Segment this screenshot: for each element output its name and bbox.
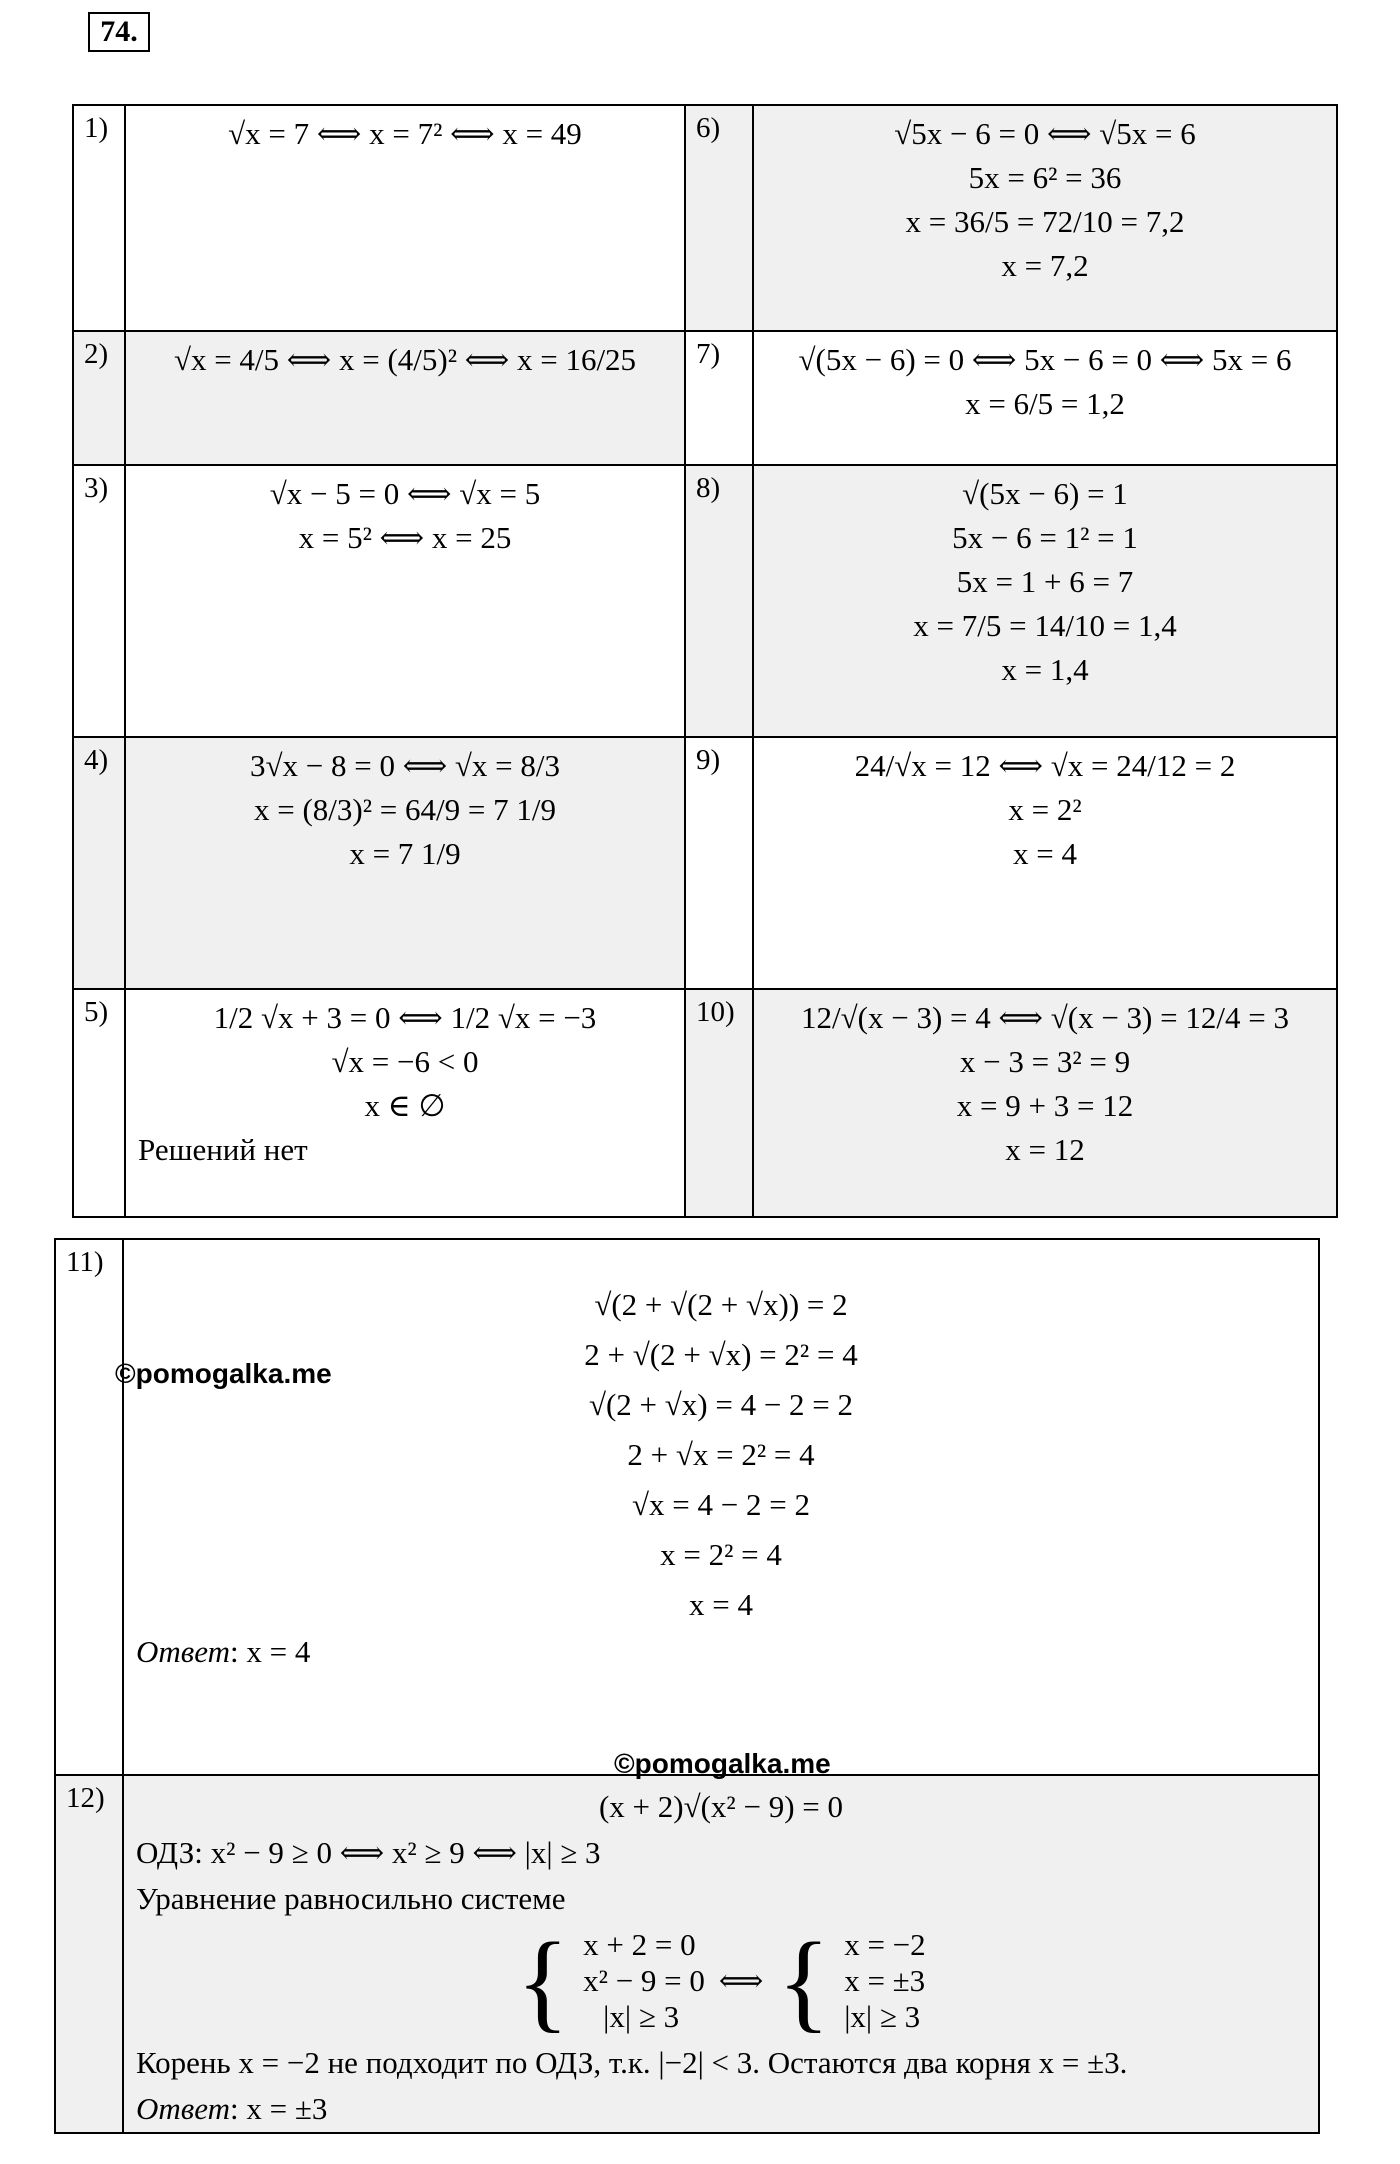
table-row: [73, 737, 1337, 989]
system-line: |x| ≥ 3: [844, 1999, 921, 2034]
solution-line: x = 7 1/9: [349, 836, 461, 871]
system-line: x = −2: [844, 1927, 926, 1962]
solution-cell: [125, 989, 685, 1217]
solution-line: √x = 4 − 2 = 2: [632, 1487, 810, 1522]
solution-cell: [125, 465, 685, 737]
solution-line: 3√x − 8 = 0 ⟺ √x = 8/3: [249, 748, 561, 783]
answer-label: Ответ: [136, 2091, 230, 2126]
solution-line: √5x − 6 = 0 ⟺ √5x = 6: [894, 116, 1196, 151]
item-number: 12): [55, 1775, 123, 2133]
equation: (x + 2)√(x² − 9) = 0: [598, 1789, 844, 1824]
solution-cell: [123, 1775, 1319, 2133]
solutions-table-11-12: [54, 1238, 1320, 2134]
solution-cell: [125, 737, 685, 989]
solution-line: √x = 4/5 ⟺ x = (4/5)² ⟺ x = 16/25: [173, 342, 637, 377]
equivalence-sign: ⟺: [718, 1963, 764, 1998]
solution-line: x ∈ ∅: [364, 1088, 446, 1123]
solution-line: 2 + √(2 + √x) = 2² = 4: [584, 1337, 858, 1372]
solution-cell: [753, 331, 1337, 465]
solution-cell: [123, 1239, 1319, 1775]
solution-line: √(5x − 6) = 0 ⟺ 5x − 6 = 0 ⟺ 5x = 6: [798, 342, 1292, 377]
solution-line: 5x − 6 = 1² = 1: [952, 520, 1138, 555]
system-line: x² − 9 = 0: [583, 1963, 705, 1998]
solution-line: 5x = 6² = 36: [968, 160, 1122, 195]
solution-line: x = 1,4: [1001, 652, 1089, 687]
solution-cell: [753, 737, 1337, 989]
item-number: 2): [73, 331, 125, 465]
system-line: x + 2 = 0: [583, 1927, 696, 1962]
item-number: 6): [685, 105, 753, 331]
item-number: 8): [685, 465, 753, 737]
item-number: 5): [73, 989, 125, 1217]
item-number: 10): [685, 989, 753, 1217]
solution-cell: [753, 105, 1337, 331]
solution-line: x = 6/5 = 1,2: [965, 386, 1125, 421]
solution-line: √(5x − 6) = 1: [962, 476, 1128, 511]
item-number: 9): [685, 737, 753, 989]
solution-line: √x = −6 < 0: [331, 1044, 479, 1079]
conclusion: Корень x = −2 не подходит по ОДЗ, т.к. |−2| < 3. Остаются два корня x = ±3.: [136, 2045, 1128, 2080]
row-12: [55, 1775, 1319, 2133]
system-intro: Уравнение равносильно системе: [136, 1881, 566, 1916]
task-number: 74.: [88, 12, 150, 52]
note: Решений нет: [138, 1132, 308, 1167]
solution-line: 2 + √x = 2² = 4: [627, 1437, 815, 1472]
table-row: [73, 989, 1337, 1217]
solution-line: √(2 + √(2 + √x)) = 2: [594, 1287, 848, 1322]
row-11: [55, 1239, 1319, 1775]
solution-line: x = 4: [1013, 836, 1077, 871]
watermark: ©pomogalka.me: [115, 1358, 332, 1389]
solution-line: x − 3 = 3² = 9: [959, 1044, 1131, 1079]
solution-line: x = 5² ⟺ x = 25: [298, 520, 512, 555]
solutions-table-1-10: [72, 104, 1338, 1218]
solution-line: x = 2² = 4: [660, 1537, 782, 1572]
answer-value: : x = 4: [229, 1634, 311, 1669]
solution-cell: [753, 465, 1337, 737]
solution-line: √(2 + √x) = 4 − 2 = 2: [588, 1387, 854, 1422]
solution-cell: [125, 105, 685, 331]
odz-line: ОДЗ: x² − 9 ≥ 0 ⟺ x² ≥ 9 ⟺ |x| ≥ 3: [136, 1835, 601, 1870]
solution-line: x = 9 + 3 = 12: [956, 1088, 1134, 1123]
solution-line: √x = 7 ⟺ x = 7² ⟺ x = 49: [228, 116, 582, 151]
item-number: 3): [73, 465, 125, 737]
table-row: [73, 105, 1337, 331]
item-number: 11): [55, 1239, 123, 1775]
solution-line: 5x = 1 + 6 = 7: [956, 564, 1134, 599]
solution-cell: [753, 989, 1337, 1217]
table-row: [73, 465, 1337, 737]
answer-value: : x = ±3: [229, 2091, 328, 2126]
watermark: ©pomogalka.me: [614, 1748, 831, 1779]
solution-line: 12/√(x − 3) = 4 ⟺ √(x − 3) = 12/4 = 3: [801, 1000, 1289, 1035]
solution-line: x = 36/5 = 72/10 = 7,2: [905, 204, 1185, 239]
solution-line: x = 4: [689, 1587, 753, 1622]
solution-line: 1/2 √x + 3 = 0 ⟺ 1/2 √x = −3: [213, 1000, 597, 1035]
solution-line: x = 2²: [1008, 792, 1082, 827]
solution-cell: [125, 331, 685, 465]
item-number: 1): [73, 105, 125, 331]
solution-line: x = 7/5 = 14/10 = 1,4: [913, 608, 1177, 643]
system-line: |x| ≥ 3: [603, 1999, 680, 2034]
system-line: x = ±3: [844, 1963, 926, 1998]
equation-system: { x + 2 = 0 x² − 9 = 0 |x| ≥ 3 ⟺ { x = −2 x = ±3 |x| ≥ 3: [516, 1920, 926, 2042]
solution-line: 24/√x = 12 ⟺ √x = 24/12 = 2: [854, 748, 1236, 783]
solution-line: x = 7,2: [1001, 248, 1089, 283]
answer-label: Ответ: [136, 1634, 230, 1669]
solution-line: √x − 5 = 0 ⟺ √x = 5: [269, 476, 541, 511]
item-number: 7): [685, 331, 753, 465]
solution-line: x = 12: [1005, 1132, 1085, 1167]
solution-line: x = (8/3)² = 64/9 = 7 1/9: [254, 792, 556, 827]
table-row: [73, 331, 1337, 465]
item-number: 4): [73, 737, 125, 989]
